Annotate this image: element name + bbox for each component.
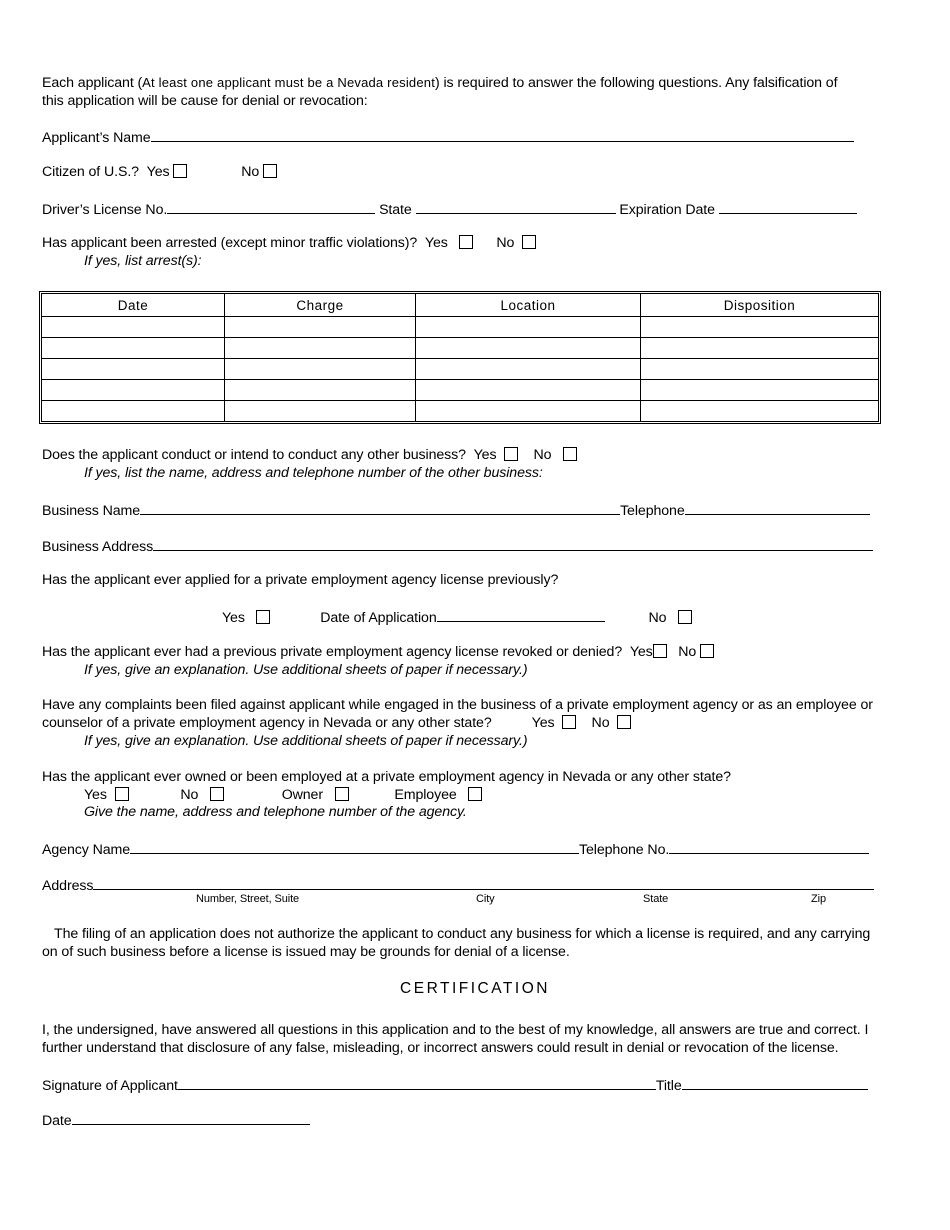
table-cell[interactable] <box>225 338 416 359</box>
business-name-label: Business Name <box>42 503 141 519</box>
business-question-row <box>42 446 577 464</box>
state-label: State <box>379 202 412 218</box>
citizen-no-label: No <box>241 164 260 180</box>
applicant-name-row <box>42 127 854 147</box>
arrest-question: Has applicant been arrested (except minor traffic violations)? <box>42 235 418 251</box>
revoked-question-row <box>42 643 714 661</box>
address-sub-state: State <box>643 893 669 905</box>
owner-checkbox[interactable] <box>335 787 349 801</box>
table-cell[interactable] <box>225 359 416 380</box>
owned-no-checkbox[interactable] <box>210 787 224 801</box>
business-no-label: No <box>533 447 552 463</box>
arrest-table <box>41 293 879 422</box>
owner-label: Owner <box>281 787 323 803</box>
business-yes-label: Yes <box>473 447 497 463</box>
owned-yes-checkbox[interactable] <box>115 787 129 801</box>
column-charge: Charge <box>225 294 416 317</box>
expiration-date-field[interactable] <box>719 199 857 214</box>
intro-line-1: Each applicant (At least one applicant must be a Nevada resident) is required to answer the following questions. Any falsification of <box>42 75 838 91</box>
table-cell[interactable] <box>416 380 641 401</box>
agency-address-field[interactable] <box>93 875 874 890</box>
business-address-label: Business Address <box>42 539 154 555</box>
agency-telephone-label: Telephone No. <box>579 842 670 858</box>
complaints-line-2-row <box>42 714 631 732</box>
employee-label: Employee <box>394 787 457 803</box>
employee-checkbox[interactable] <box>468 787 482 801</box>
applied-yes-checkbox[interactable] <box>256 610 270 624</box>
date-field[interactable] <box>72 1110 310 1125</box>
arrest-yes-checkbox[interactable] <box>459 235 473 249</box>
owned-no-label: No <box>180 787 199 803</box>
intro-line-2: this application will be cause for denial or revocation: <box>42 93 368 109</box>
revoked-no-label: No <box>678 644 697 660</box>
table-cell[interactable] <box>42 338 225 359</box>
applicant-name-field[interactable] <box>151 127 854 142</box>
table-cell[interactable] <box>42 359 225 380</box>
arrest-yes-label: Yes <box>424 235 448 251</box>
owned-answer-row <box>84 786 482 804</box>
table-row <box>42 338 879 359</box>
table-cell[interactable] <box>225 317 416 338</box>
revoked-no-checkbox[interactable] <box>700 644 714 658</box>
filing-line-2: on of such business before a license is issued may be grounds for denial of a license. <box>42 944 570 960</box>
complaints-line-1: Have any complaints been filed against applicant while engaged in the business of a private employment agency or as an employee or <box>42 697 873 713</box>
address-sub-zip: Zip <box>811 893 826 905</box>
table-row <box>42 401 879 422</box>
table-cell[interactable] <box>42 401 225 422</box>
table-cell[interactable] <box>641 380 879 401</box>
arrest-note: If yes, list arrest(s): <box>84 253 202 269</box>
owned-question: Has the applicant ever owned or been employed at a private employment agency in Nevada or any other state? <box>42 769 731 785</box>
business-telephone-field[interactable] <box>685 500 870 515</box>
table-cell[interactable] <box>416 359 641 380</box>
agency-telephone-field[interactable] <box>669 839 869 854</box>
date-row <box>42 1110 310 1130</box>
filing-line-1: The filing of an application does not authorize the applicant to conduct any business for which a license is required, and any carrying <box>54 926 871 942</box>
table-row <box>42 359 879 380</box>
citizen-label: Citizen of U.S.? <box>42 164 139 180</box>
business-telephone-label: Telephone <box>620 503 685 519</box>
complaints-yes-checkbox[interactable] <box>562 715 576 729</box>
table-row <box>42 317 879 338</box>
applied-question: Has the applicant ever applied for a private employment agency license previously? <box>42 572 559 588</box>
address-sub-city: City <box>476 893 495 905</box>
table-cell[interactable] <box>416 338 641 359</box>
business-question: Does the applicant conduct or intend to conduct any other business? <box>42 447 466 463</box>
applied-no-label: No <box>648 610 667 626</box>
table-cell[interactable] <box>641 359 879 380</box>
state-field[interactable] <box>416 199 616 214</box>
drivers-license-label: Driver’s License No. <box>42 202 168 218</box>
license-row <box>42 199 857 219</box>
owned-note: Give the name, address and telephone number of the agency. <box>84 804 467 820</box>
complaints-no-label: No <box>591 715 610 731</box>
arrest-no-label: No <box>496 235 515 251</box>
business-address-row <box>42 536 873 556</box>
citizen-row <box>42 163 277 181</box>
business-note: If yes, list the name, address and telephone number of the other business: <box>84 465 543 481</box>
complaints-yes-label: Yes <box>531 715 555 731</box>
table-cell[interactable] <box>416 317 641 338</box>
applied-no-checkbox[interactable] <box>678 610 692 624</box>
signature-label: Signature of Applicant <box>42 1078 178 1094</box>
applicant-name-label: Applicant’s Name <box>42 130 151 146</box>
business-yes-checkbox[interactable] <box>504 447 518 461</box>
agency-name-field[interactable] <box>130 839 579 854</box>
date-of-application-label: Date of Application <box>320 610 437 626</box>
applied-yes-label: Yes <box>222 610 245 626</box>
complaints-line-2: counselor of a private employment agency in Nevada or any other state? <box>42 715 492 731</box>
table-cell[interactable] <box>42 380 225 401</box>
applied-answer-row <box>222 607 692 627</box>
table-cell[interactable] <box>225 401 416 422</box>
column-date: Date <box>42 294 225 317</box>
table-cell[interactable] <box>225 380 416 401</box>
title-label: Title <box>655 1078 682 1094</box>
column-location: Location <box>416 294 641 317</box>
revoked-note: If yes, give an explanation. Use additional sheets of paper if necessary.) <box>84 662 528 678</box>
signature-field[interactable] <box>178 1075 656 1090</box>
table-cell[interactable] <box>641 338 879 359</box>
agency-name-row <box>42 839 869 859</box>
table-row <box>42 380 879 401</box>
business-name-field[interactable] <box>140 500 620 515</box>
certification-line-2: further understand that disclosure of any false, misleading, or incorrect answers could result in denial or revocation of the license. <box>42 1040 839 1056</box>
citizen-yes-checkbox[interactable] <box>173 164 187 178</box>
arrest-question-row <box>42 234 536 252</box>
complaints-note: If yes, give an explanation. Use additional sheets of paper if necessary.) <box>84 733 528 749</box>
date-of-application-field[interactable] <box>437 607 605 622</box>
certification-line-1: I, the undersigned, have answered all questions in this application and to the best of my knowledge, all answers are true and correct. I <box>42 1022 869 1038</box>
arrest-table-header <box>42 294 879 317</box>
drivers-license-field[interactable] <box>167 199 375 214</box>
business-no-checkbox[interactable] <box>563 447 577 461</box>
business-name-row <box>42 500 870 520</box>
agency-address-label: Address <box>42 878 94 894</box>
expiration-date-label: Expiration Date <box>619 202 715 218</box>
agency-name-label: Agency Name <box>42 842 131 858</box>
column-disposition: Disposition <box>641 294 879 317</box>
nevada-resident-note: At least one applicant must be a Nevada resident <box>142 75 436 90</box>
business-address-field[interactable] <box>153 536 873 551</box>
agency-address-row <box>42 875 874 895</box>
date-label: Date <box>42 1113 72 1129</box>
complaints-no-checkbox[interactable] <box>617 715 631 729</box>
table-cell[interactable] <box>641 317 879 338</box>
revoked-question: Has the applicant ever had a previous private employment agency license revoked or denied? <box>42 644 623 660</box>
revoked-yes-checkbox[interactable] <box>653 644 667 658</box>
title-field[interactable] <box>682 1075 868 1090</box>
table-cell[interactable] <box>641 401 879 422</box>
citizen-no-checkbox[interactable] <box>263 164 277 178</box>
arrest-no-checkbox[interactable] <box>522 235 536 249</box>
revoked-yes-label: Yes <box>629 644 653 660</box>
citizen-yes-label: Yes <box>146 164 170 180</box>
table-cell[interactable] <box>42 317 225 338</box>
certification-title: CERTIFICATION <box>400 980 550 997</box>
owned-yes-label: Yes <box>84 787 107 803</box>
signature-row <box>42 1075 868 1095</box>
table-cell[interactable] <box>416 401 641 422</box>
address-sub-street: Number, Street, Suite <box>196 893 300 905</box>
